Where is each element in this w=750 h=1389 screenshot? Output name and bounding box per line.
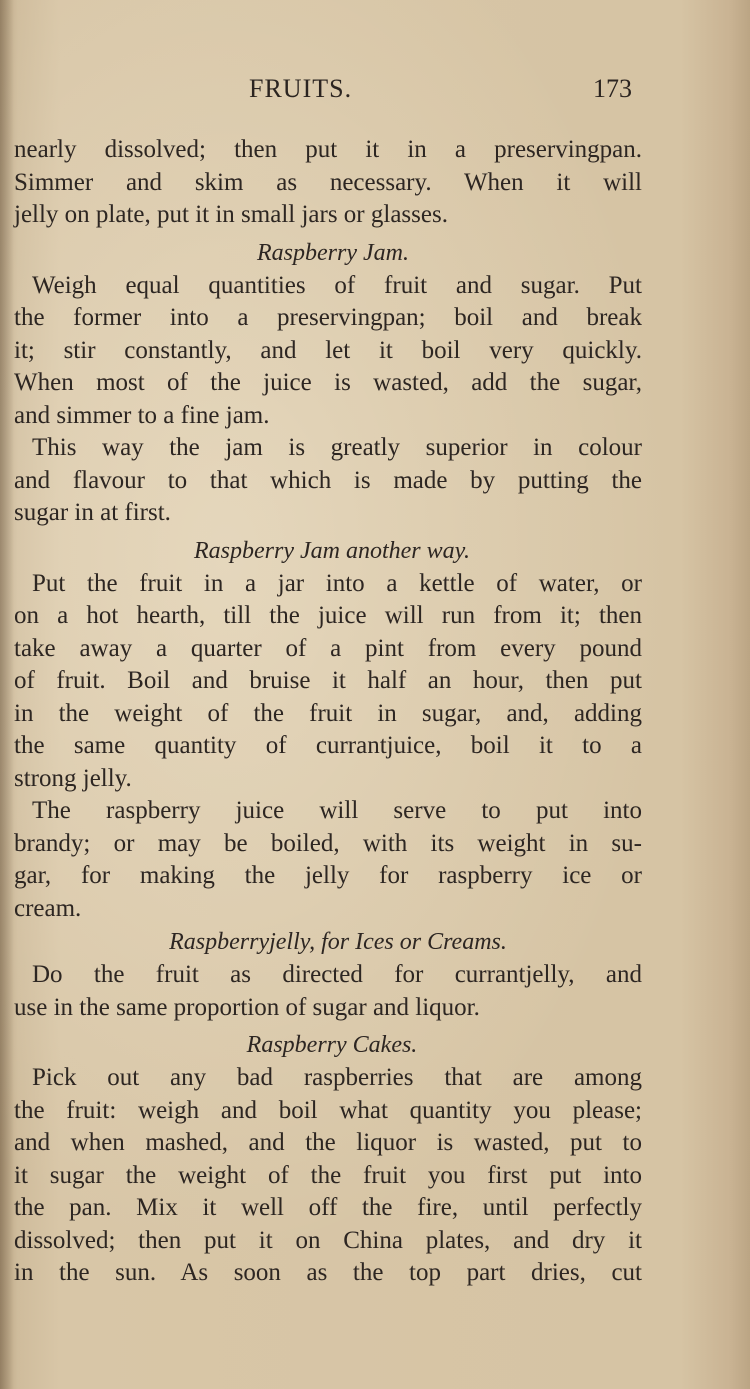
paragraph-continuation bbox=[14, 134, 642, 232]
text-line: of fruit. Boil and bruise it half an hour, then put bbox=[14, 667, 642, 694]
text-line: brandy; or may be boiled, with its weight in su- bbox=[14, 829, 642, 857]
text-line: and when mashed, and the liquor is wasted, put to bbox=[14, 1129, 642, 1156]
text-line: Put the fruit in a jar into a kettle of water, or bbox=[32, 569, 642, 597]
page-number: 173 bbox=[593, 74, 632, 103]
paragraph-raspberry-juice bbox=[14, 795, 642, 925]
text-line: gar, for making the jelly for raspberry ice or bbox=[14, 862, 642, 889]
recipe-heading-raspberry-jam-another-way: Raspberry Jam another way. bbox=[194, 537, 470, 564]
text-line: and simmer to a fine jam. bbox=[14, 401, 270, 429]
text-line: and flavour to that which is made by putting the bbox=[14, 466, 642, 494]
paragraph-raspberry-jelly bbox=[14, 959, 642, 1024]
text-line: Pick out any bad raspberries that are among bbox=[32, 1064, 642, 1091]
text-line: the former into a preservingpan; boil and break bbox=[14, 304, 642, 331]
text-line: take away a quarter of a pint from every pound bbox=[14, 634, 642, 662]
paragraph-raspberry-cakes bbox=[14, 1062, 642, 1290]
text-line: This way the jam is greatly superior in colour bbox=[32, 434, 642, 461]
paragraph-raspberry-jam-note bbox=[14, 432, 642, 530]
text-line: it; stir constantly, and let it boil very quickly. bbox=[14, 336, 642, 364]
recipe-heading-raspberry-cakes: Raspberry Cakes. bbox=[246, 1032, 418, 1058]
text-line: it sugar the weight of the fruit you first put into bbox=[14, 1161, 642, 1189]
text-line: use in the same proportion of sugar and liquor. bbox=[14, 993, 480, 1021]
text-line: Do the fruit as directed for currantjelly, and bbox=[32, 961, 642, 988]
text-line: Simmer and skim as necessary. When it will bbox=[14, 168, 642, 196]
text-line: the fruit: weigh and boil what quantity you please; bbox=[14, 1096, 642, 1124]
text-line: in the weight of the fruit in sugar, and, adding bbox=[14, 699, 642, 727]
text-line: in the sun. As soon as the top part dries, cut bbox=[14, 1259, 642, 1286]
text-line: nearly dissolved; then put it in a preservingpan. bbox=[14, 136, 642, 163]
recipe-heading-raspberry-jelly: Raspberryjelly, for Ices or Creams. bbox=[169, 929, 507, 955]
text-line: Weigh equal quantities of fruit and sugar. Put bbox=[32, 271, 642, 299]
text-line: The raspberry juice will serve to put into bbox=[32, 797, 642, 824]
text-line: When most of the juice is wasted, add the sugar, bbox=[14, 369, 642, 396]
page-gutter-shadow bbox=[0, 0, 14, 1389]
text-line: the pan. Mix it well off the fire, until perfectly bbox=[14, 1194, 642, 1221]
text-line: jelly on plate, put it in small jars or glasses. bbox=[14, 201, 448, 228]
paragraph-raspberry-jam-another-way bbox=[14, 568, 642, 796]
page-header bbox=[0, 74, 750, 108]
text-line: the same quantity of currantjuice, boil it to a bbox=[14, 732, 642, 759]
recipe-heading-raspberry-jam: Raspberry Jam. bbox=[257, 239, 409, 266]
paragraph-raspberry-jam-method bbox=[14, 270, 642, 433]
text-line: dissolved; then put it on China plates, and dry it bbox=[14, 1226, 642, 1254]
text-line: sugar in at first. bbox=[14, 499, 171, 526]
page-body bbox=[14, 134, 642, 1290]
text-line: cream. bbox=[14, 894, 82, 922]
running-title: FRUITS. bbox=[249, 74, 353, 103]
text-line: strong jelly. bbox=[14, 764, 132, 792]
text-line: on a hot hearth, till the juice will run from it; then bbox=[14, 602, 642, 629]
